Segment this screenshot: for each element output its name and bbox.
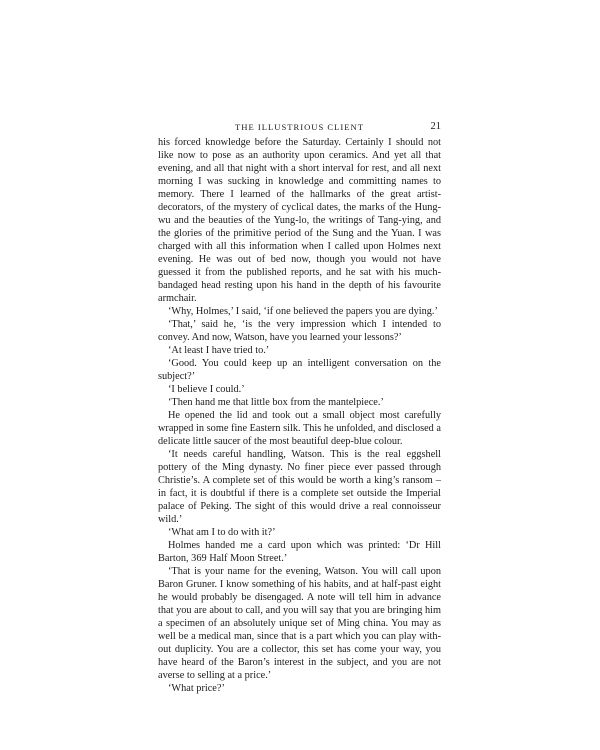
paragraph: ‘Why, Holmes,’ I said, ‘if one believed the papers you are dying.’ — [168, 306, 438, 317]
paragraph: ‘It needs careful handling, Watson. This is the real eggshell pottery of the Ming dynasty. No finer piece ever passed through Christie’s. A complete set of this would be worth a king’s ransom – in fact, it is doubtful if there is a complete set outside the Imperial palace of Peking. The sight of this would drive a real connoisseur wild.’ — [158, 449, 441, 525]
page-number: 21 — [430, 121, 441, 132]
paragraph: ‘At least I have tried to.’ — [168, 345, 270, 356]
paragraph: his forced knowledge before the Saturday. Certainly I should not like now to pose as an authority upon ceramics. And yet all that evening, and all that night with a short interval for rest, and all next morning I was sucking in knowledge and committing names to memory. There I learned of the hallmarks of the great artist-decorators, of the mystery of cyclical dates, the marks of the Hung-wu and the beauties of the Yung-lo, the writings of Tang-ying, and the glories of the primitive period of the Sung and the Yuan. I was charged with all this information when I called upon Holmes next evening. He was out of bed now, though you would not have guessed it from the published reports, and he sat with his much-bandaged head resting upon his hand in the depth of his favourite armchair. — [158, 137, 441, 304]
running-head — [158, 120, 441, 134]
paragraph: ‘That,’ said he, ‘is the very impression which I intended to convey. And now, Watson, have you learned your lessons?’ — [158, 319, 441, 343]
paragraph: ‘That is your name for the evening, Watson. You will call upon Baron Gruner. I know something of his habits, and at half-past eight he would probably be disengaged. A note will tell him in advance that you are about to call, and you will say that you are bringing him a specimen of an absolutely unique set of Ming china. You may as well be a medical man, since that is a part which you can play with-out duplicity. You are a collector, this set has come your way, you have heard of the Baron’s interest in the subject, and you are not averse to selling at a price.’ — [158, 566, 441, 681]
paragraph: ‘What am I to do with it?’ — [168, 527, 276, 538]
paragraph: He opened the lid and took out a small object most carefully wrapped in some fine Eastern silk. This he unfolded, and disclosed a delicate little saucer of the most beautiful deep-blue colour. — [158, 410, 441, 447]
body-text — [158, 136, 441, 695]
running-title: THE ILLUSTRIOUS CLIENT — [235, 122, 364, 132]
paragraph: Holmes handed me a card upon which was printed: ‘Dr Hill Barton, 369 Half Moon Street.’ — [158, 540, 441, 564]
paragraph: ‘Good. You could keep up an intelligent conversation on the subject?’ — [158, 358, 441, 382]
paragraph: ‘I believe I could.’ — [168, 384, 245, 395]
paragraph: ‘Then hand me that little box from the mantelpiece.’ — [168, 397, 384, 408]
paragraph: ‘What price?’ — [168, 683, 225, 694]
